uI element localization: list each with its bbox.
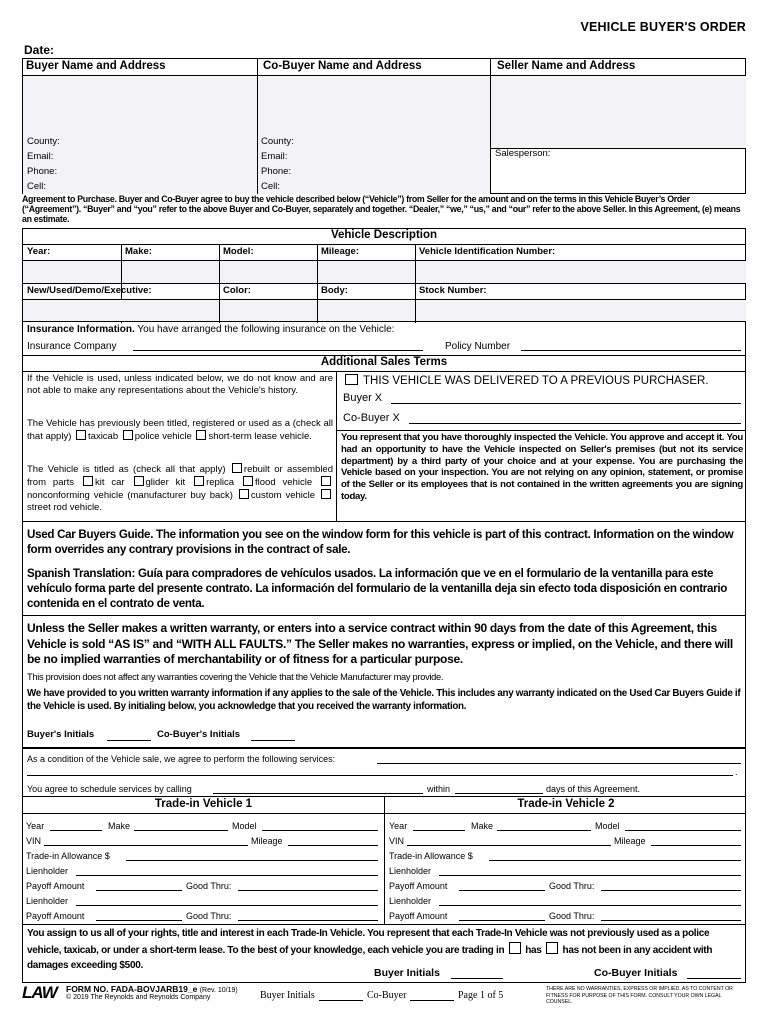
t2-allowance-line[interactable]	[489, 860, 741, 861]
t2-year-label: Year	[389, 821, 408, 831]
vehicle-table	[22, 228, 746, 322]
buyer-x-label: Buyer X	[343, 392, 383, 404]
t2-payoff2-line[interactable]	[459, 920, 545, 921]
assign-buyer-initials-label: Buyer Initials	[374, 967, 440, 979]
footer-buyer-initials-label: Buyer Initials	[260, 990, 315, 1001]
within-label: within	[427, 784, 451, 794]
shortterm-checkbox[interactable]	[196, 430, 206, 440]
body-label: Body:	[321, 285, 348, 296]
insurance-company-line[interactable]	[133, 350, 423, 351]
cobuyer-x-line[interactable]	[409, 423, 741, 424]
salesperson-label: Salesperson:	[495, 148, 551, 159]
t2-payoff2-label: Payoff Amount	[389, 911, 448, 921]
mileage-field[interactable]	[318, 261, 415, 283]
titled-as-text: The Vehicle has previously been titled, registered or used as a (check all that apply) taxicab police vehicle short-term lease vehicle.	[27, 418, 333, 442]
buyer-x-line[interactable]	[391, 403, 741, 404]
t1-lienholder2-line[interactable]	[76, 905, 378, 906]
t1-year-label: Year	[26, 821, 45, 831]
t2-year-line[interactable]	[413, 830, 465, 831]
spanish-translation-text: Spanish Translation: Guía para compradores de vehículos usados. La información que ve en el formulario de la ventanilla para este vehículo forma parte del presente contrato. La información del formulario de la ventanilla deja sin efecto toda disposición en contrario contenida en el contrato de venta.	[27, 567, 728, 610]
police-checkbox[interactable]	[123, 430, 133, 440]
t2-goodthru-line[interactable]	[601, 890, 741, 891]
buyer-heading: Buyer Name and Address	[26, 60, 166, 72]
t1-mileage-label: Mileage	[251, 836, 283, 846]
disclaimer: THERE ARE NO WARRANTIES, EXPRESS OR IMPLIED, AS TO CONTENT OR FITNESS FOR PURPOSE OF THIS FORM. CONSULT YOUR OWN LEGAL COUNSEL.	[546, 986, 733, 1005]
policy-line[interactable]	[521, 350, 741, 351]
t2-model-label: Model	[595, 821, 620, 831]
model-field[interactable]	[220, 261, 317, 283]
delivered-row: THIS VEHICLE WAS DELIVERED TO A PREVIOUS PURCHASER.	[343, 374, 709, 387]
trade-in-1-title: Trade-in Vehicle 1	[154, 798, 253, 810]
t1-goodthru2-label: Good Thru:	[186, 911, 232, 921]
delivered-checkbox[interactable]	[345, 374, 358, 385]
custom-checkbox[interactable]	[239, 489, 249, 499]
t2-allowance-label: Trade-in Allowance $	[389, 851, 473, 861]
t2-lienholder2-label: Lienholder	[389, 896, 432, 906]
year-label: Year:	[27, 246, 51, 257]
manufacturer-warranty-text: This provision does not affect any warranties covering the Vehicle that the Vehicle Manufacturer may provide.	[27, 672, 444, 682]
t1-payoff2-line[interactable]	[96, 920, 182, 921]
insurance-company-label: Insurance Company	[27, 341, 117, 352]
cobuyer-initials-label: Co-Buyer's Initials	[157, 729, 241, 740]
insurance-section	[22, 321, 746, 356]
stock-label: Stock Number:	[419, 285, 487, 296]
date-label: Date:	[24, 43, 55, 57]
t2-goodthru-label: Good Thru:	[549, 881, 595, 891]
additional-terms-title: Additional Sales Terms	[320, 356, 448, 368]
agreement-text: Agreement to Purchase. Buyer and Co-Buyer agree to buy the vehicle described below (“Vehicle”) from Seller for the amount and on the terms in this Vehicle Buyer’s Order (“Agreement”). “Buyer” and “you” refer to the above Buyer and Co-Buyer, separately and together. “Dealer,” “we,” “us,” and “our” refer to the above Seller. In this Agreement, (e) means an estimate.	[22, 194, 741, 224]
nuse-label: New/Used/Demo/Executive:	[27, 285, 152, 296]
footer-cobuyer-label: Co-Buyer	[367, 990, 407, 1001]
buyer-cell-label: Cell:	[27, 181, 47, 192]
as-is-text: Unless the Seller makes a written warranty, or enters into a service contract within 90 days from the date of this Agreement, this Vehicle is sold “AS IS” and “WITH ALL FAULTS.” The Seller makes no warranties, express or implied, on the Vehicle, and there will be no implied warranties of merchantability or of fitness for a particular purpose.	[27, 621, 733, 666]
warranty-info-text: We have provided to you written warranty information if any applies to the sale of the Vehicle. This includes any warranty indicated on the Used Car Buyers Guide if the Vehicle is used. By initialing below, you acknowledge that you received the warranty information.	[27, 688, 741, 712]
t1-lienholder-line[interactable]	[76, 875, 378, 876]
t1-make-line[interactable]	[134, 830, 228, 831]
within-days-line[interactable]	[455, 793, 543, 794]
t2-make-label: Make	[471, 821, 494, 831]
cobuyer-county-label: County:	[261, 136, 294, 147]
has-not-checkbox[interactable]	[546, 942, 558, 954]
t1-vin-label: VIN	[26, 836, 42, 846]
cobuyer-email-label: Email:	[261, 151, 288, 162]
cobuyer-phone-label: Phone:	[261, 166, 292, 177]
body-field[interactable]	[318, 300, 415, 322]
nonconforming-checkbox[interactable]	[321, 476, 331, 486]
seller-heading: Seller Name and Address	[497, 60, 636, 72]
buyer-phone-label: Phone:	[27, 166, 58, 177]
make-field[interactable]	[122, 261, 219, 283]
parties-table	[22, 58, 746, 194]
assign-cobuyer-initials-line[interactable]	[687, 978, 741, 979]
form-title: VEHICLE BUYER'S ORDER	[580, 20, 746, 34]
t2-vin-label: VIN	[389, 836, 405, 846]
taxicab-checkbox[interactable]	[76, 430, 86, 440]
days-label: days of this Agreement.	[546, 784, 641, 794]
cobuyer-initials-line[interactable]	[251, 740, 295, 741]
t2-vin-line[interactable]	[407, 845, 611, 846]
model-label: Model:	[223, 246, 254, 257]
t1-goodthru2-line[interactable]	[238, 920, 378, 921]
glider-checkbox[interactable]	[134, 476, 144, 486]
buyers-guide-text: Used Car Buyers Guide. The information you see on the window form for this vehicle is part of this contract. Information on the window form overrides any contrary provisions in the contract of sale.	[27, 528, 734, 556]
t1-year-line[interactable]	[50, 830, 102, 831]
streetrod-checkbox[interactable]	[321, 489, 331, 499]
law-logo: LAW	[22, 983, 57, 1002]
t1-payoff-label: Payoff Amount	[26, 881, 85, 891]
services-section: As a condition of the Vehicle sale, we agree to perform the following services: . You agree to schedule services by calling within days of this Agreement.	[22, 748, 746, 797]
vin-field[interactable]	[416, 261, 746, 283]
page-number: Page 1 of 5	[458, 990, 504, 1001]
mileage-label: Mileage:	[321, 246, 360, 257]
t2-lienholder2-line[interactable]	[439, 905, 741, 906]
color-label: Color:	[223, 285, 251, 296]
cobuyer-cell-label: Cell:	[261, 181, 281, 192]
t1-allowance-line[interactable]	[126, 860, 378, 861]
t2-payoff-line[interactable]	[459, 890, 545, 891]
t2-payoff-label: Payoff Amount	[389, 881, 448, 891]
t1-make-label: Make	[108, 821, 131, 831]
buyer-county-label: County:	[27, 136, 60, 147]
vin-label: Vehicle Identification Number:	[419, 246, 556, 257]
buyers-guide-section	[22, 521, 746, 616]
t2-model-line[interactable]	[625, 830, 741, 831]
cobuyer-x-label: Co-Buyer X	[343, 412, 400, 424]
services-line-1[interactable]	[377, 763, 741, 764]
t1-model-label: Model	[232, 821, 257, 831]
title-brand-text: The Vehicle is titled as (check all that apply) rebuilt or assembled from parts kit car glider kit replica flood vehicle nonconforming vehicle (manufacturer buy back) custom vehicle street rod vehicle.	[27, 464, 333, 513]
history-text: If the Vehicle is used, unless indicated below, we do not know and are not able to make any representations about the Vehicle's history.	[27, 373, 333, 396]
t1-goodthru-label: Good Thru:	[186, 881, 232, 891]
insurance-text: Insurance Information. You have arranged the following insurance on the Vehicle:	[27, 324, 395, 335]
footer-cobuyer-line[interactable]	[410, 1000, 454, 1001]
assignment-text: You assign to us all of your rights, title and interest in each Trade-In Vehicle. You represent that each Trade-In Vehicle was not previously used as a police vehicle, taxicab, or under a short-term lease. To the best of your knowledge, each vehicle you are trading in has has not been in any accident with damages exceeding $500.	[27, 928, 713, 971]
t1-vin-line[interactable]	[44, 845, 248, 846]
nuse-field[interactable]	[23, 300, 219, 322]
cobuyer-heading: Co-Buyer Name and Address	[263, 60, 422, 72]
schedule-label: You agree to schedule services by calling	[27, 784, 192, 794]
additional-terms	[22, 355, 746, 522]
form-number: FORM NO. FADA-BOVJARB19_e (Rev. 10/19)	[66, 984, 238, 994]
t1-lienholder2-label: Lienholder	[26, 896, 69, 906]
stock-field[interactable]	[416, 300, 746, 322]
t1-goodthru-line[interactable]	[238, 890, 378, 891]
policy-label: Policy Number	[445, 341, 511, 352]
services-line-2[interactable]	[27, 775, 733, 776]
t2-lienholder-line[interactable]	[439, 875, 741, 876]
t1-allowance-label: Trade-in Allowance $	[26, 851, 110, 861]
warranty-section	[22, 615, 746, 748]
t2-make-line[interactable]	[497, 830, 591, 831]
color-field[interactable]	[220, 300, 317, 322]
buyer-initials-label: Buyer's Initials	[27, 729, 95, 740]
schedule-phone-line[interactable]	[213, 793, 423, 794]
replica-checkbox[interactable]	[194, 476, 204, 486]
t1-mileage-line[interactable]	[288, 845, 378, 846]
services-condition-label: As a condition of the Vehicle sale, we agree to perform the following services:	[27, 754, 336, 764]
t2-mileage-label: Mileage	[614, 836, 646, 846]
kitcar-checkbox[interactable]	[83, 476, 93, 486]
seller-field[interactable]	[491, 76, 746, 148]
copyright: © 2019 The Reynolds and Reynolds Company	[66, 994, 211, 1001]
year-field[interactable]	[23, 261, 121, 283]
buyer-email-label: Email:	[27, 151, 54, 162]
t2-goodthru2-line[interactable]	[601, 920, 741, 921]
trade-in-2-title: Trade-in Vehicle 2	[517, 798, 615, 810]
inspection-text: You represent that you have thoroughly inspected the Vehicle. You approve and accept it. You had an opportunity to have the Vehicle inspected on Seller's premises (but not its service department) by a third party of your choice and at your expense. You are purchasing the Vehicle based on your inspection. You are not relying on any opinion, statement, or promise of the Seller or its employees that is not contained in the written agreements you are signing today.	[341, 432, 743, 502]
t1-payoff2-label: Payoff Amount	[26, 911, 85, 921]
has-checkbox[interactable]	[509, 942, 521, 954]
t1-payoff-line[interactable]	[96, 890, 182, 891]
t1-model-line[interactable]	[262, 830, 378, 831]
t2-lienholder-label: Lienholder	[389, 866, 432, 876]
t2-goodthru2-label: Good Thru:	[549, 911, 595, 921]
assign-buyer-initials-line[interactable]	[451, 978, 503, 979]
flood-checkbox[interactable]	[243, 476, 253, 486]
make-label: Make:	[125, 246, 152, 257]
rebuilt-checkbox[interactable]	[232, 463, 242, 473]
assign-cobuyer-initials-label: Co-Buyer Initials	[594, 967, 678, 979]
buyer-initials-line[interactable]	[107, 740, 151, 741]
vehicle-title: Vehicle Description	[330, 229, 438, 241]
footer-buyer-initials-line[interactable]	[319, 1000, 363, 1001]
t1-lienholder-label: Lienholder	[26, 866, 69, 876]
t2-mileage-line[interactable]	[651, 845, 741, 846]
assignment-section	[22, 924, 746, 983]
